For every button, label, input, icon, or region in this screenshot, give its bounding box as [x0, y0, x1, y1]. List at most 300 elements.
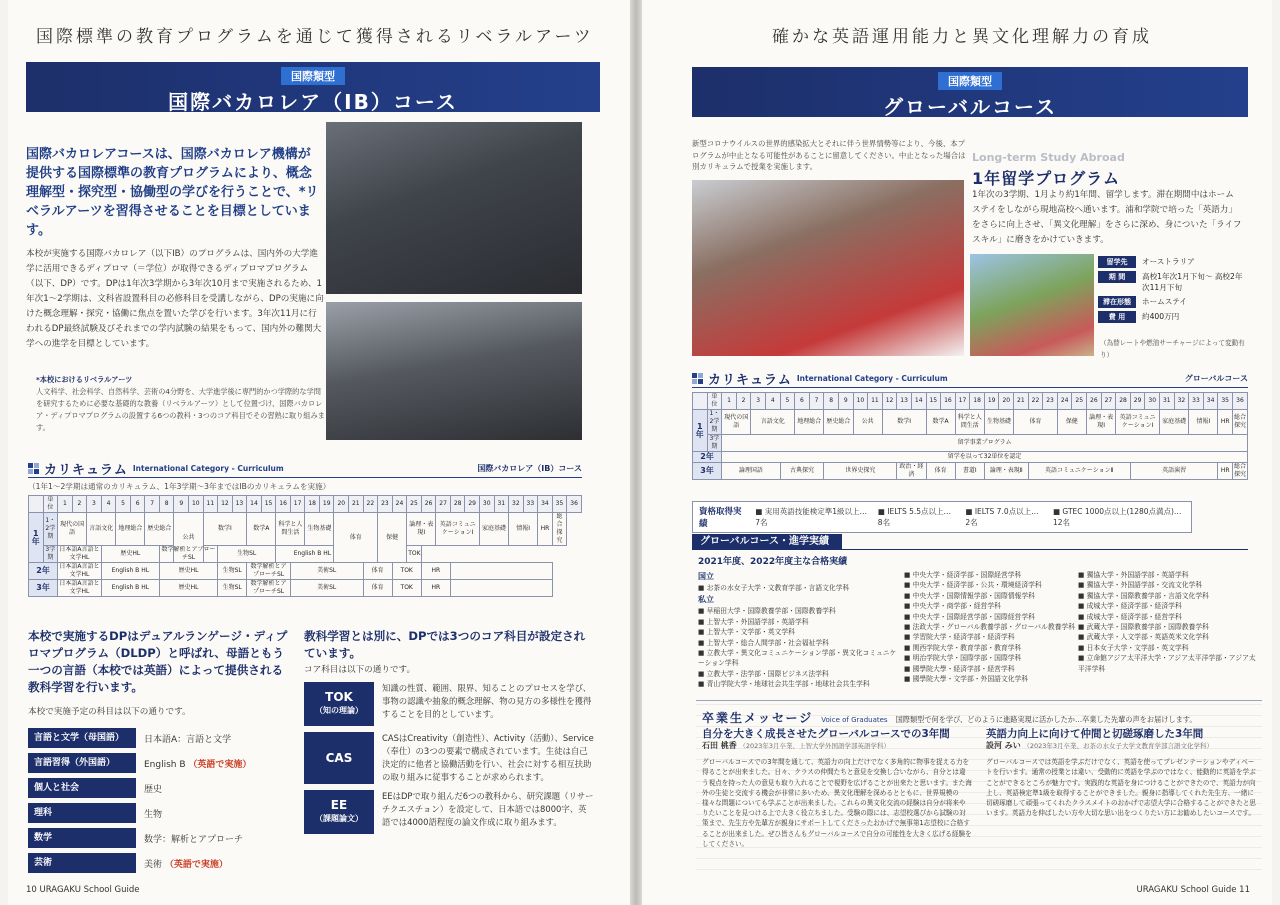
grad1-name: 石田 桃香: [702, 741, 737, 750]
curriculum-cell: 家庭基礎: [1160, 410, 1189, 435]
subject-value: 生物: [144, 809, 163, 820]
curriculum-cell: 1年: [29, 513, 44, 563]
curriculum-cell: 31: [494, 496, 509, 513]
core-sub: コア科目は以下の通りです。: [304, 665, 416, 675]
results-heading: 国立: [698, 572, 714, 581]
curriculum-cell: 生物SL: [218, 563, 247, 580]
curriculum-cell: 16: [276, 496, 291, 513]
curriculum-cell: TOK: [392, 580, 421, 597]
info-key: 費 用: [1098, 311, 1136, 323]
curriculum-cell: 現代の国語: [722, 410, 751, 435]
right-page: [642, 0, 1272, 905]
subject-value: English B （英語で実施）: [144, 759, 252, 770]
curriculum-cell: 30: [479, 496, 494, 513]
curriculum-cell: 生物SL: [218, 546, 276, 563]
curriculum-cell: 2年: [29, 563, 58, 580]
global-class-photo: [692, 180, 964, 356]
curriculum-row: [29, 496, 582, 513]
curriculum-cell: 言語文化: [751, 410, 795, 435]
curriculum-cell: 情報Ⅰ: [509, 513, 538, 546]
curriculum-cell: 3: [751, 393, 766, 410]
curriculum-cell: 歴史総合: [824, 410, 853, 435]
curriculum-cell: 体育: [334, 513, 378, 563]
curriculum-row: [693, 435, 1248, 452]
curriculum-cell: 19: [984, 393, 999, 410]
curriculum-cell: HR: [1218, 410, 1233, 435]
results-item: ■ 中央大学・経済学部・国際経営学科: [904, 571, 1022, 579]
curriculum-cell: 33: [1189, 393, 1204, 410]
curriculum-cell: 21: [349, 496, 364, 513]
results-item: ■ 関西学院大学・教育学部・教育学科: [904, 643, 1022, 652]
subject-row: [28, 828, 288, 848]
curriculum-cell: 数学A: [926, 410, 955, 435]
curriculum-cell: 数学解析とアプローチSL: [247, 580, 291, 597]
curriculum-cell: 英語コミュニケーションⅡ: [1028, 463, 1130, 480]
results-item: ■ 立教大学・法学部・国際ビジネス法学科: [698, 669, 829, 678]
curriculum-cell: 22: [363, 496, 378, 513]
curriculum-cell: 情報Ⅰ: [1189, 410, 1218, 435]
curriculum-row: [29, 546, 582, 563]
curriculum-cell: 7: [809, 393, 824, 410]
dp-subject-list: [28, 728, 288, 878]
results-item: ■ 獨協大学・国際教養学部・言語文化学科: [1078, 591, 1209, 600]
curriculum-cell: [450, 580, 552, 597]
curriculum-cell: 英語演習: [1130, 463, 1218, 480]
results-year: 2021年度、2022年度主な合格実績: [698, 557, 848, 567]
grad2-name: 設河 みい: [986, 741, 1021, 750]
info-row: [1098, 256, 1248, 268]
curriculum-cell: 20: [999, 393, 1014, 410]
curriculum-cell: 24: [1057, 393, 1072, 410]
core-desc: CASはCreativity（創造性）、Activity（活動）、Service（奉仕）の3つの要素で構成されています。生徒は自己決定的に他者と協働活動を行い、社会に対する相互扶助の取り組みに従事することが求められます。: [382, 733, 594, 782]
core-desc: 知識の性質、範囲、限界、知ることのプロセスを学び、事物の認識や抽象的概念理解、物の見方の多様性を獲得することを目的としています。: [382, 683, 592, 719]
grad1-info: （2023年3月卒業、上智大学外国語学部英語学科）: [739, 742, 891, 750]
curriculum-cell: 29: [465, 496, 480, 513]
info-row: [1098, 271, 1248, 293]
curriculum-cell: 現代の国語: [58, 513, 87, 546]
results-item: ■ 國學院大學・経済学部・経営学科: [904, 664, 1015, 673]
curriculum-cell: 17: [290, 496, 305, 513]
results-item: ■ 上智大学・外国語学部・英語学科: [698, 617, 809, 626]
curriculum-row: [693, 410, 1248, 435]
curriculum-cell: 論理国語: [722, 463, 780, 480]
curriculum-cell: 4: [101, 496, 116, 513]
curriculum-cell: 3学期: [43, 546, 58, 563]
subject-note: （英語で実施）: [188, 759, 252, 770]
curriculum-cell: 生物SL: [218, 580, 247, 597]
curriculum-cell: 単位: [43, 496, 58, 513]
curriculum-cell: 数学A: [247, 513, 276, 546]
curriculum-cell: 地理総合: [116, 513, 145, 546]
curriculum-cell: 1・2学期: [707, 410, 722, 435]
grad2-title: 英語力向上に向けて仲間と切磋琢磨した3年間: [986, 728, 1204, 740]
subject-row: [28, 753, 288, 773]
grad1-title: 自分を大きく成長させたグローバルコースでの3年間: [702, 728, 950, 740]
curriculum-cell: 19: [319, 496, 334, 513]
curriculum-cell: 言語文化: [87, 513, 116, 546]
info-row: [1098, 311, 1248, 323]
core-key-sub: （課題論文）: [315, 814, 363, 823]
curriculum-row: [29, 580, 582, 597]
curriculum-cell: 3: [87, 496, 102, 513]
results-item: ■ 武蔵大学・人文学部・英語英米文化学科: [1078, 633, 1209, 642]
grad2-info: （2023年3月卒業、お茶の水女子大学文教育学部言語文化学科）: [1023, 742, 1214, 750]
subject-row: [28, 853, 288, 873]
curriculum-cell: 2年: [693, 452, 722, 463]
results-item: ■ 成城大学・経済学部・経済学科: [1078, 602, 1182, 611]
curriculum-cell: 26: [421, 496, 436, 513]
results-bar: グローバルコース・進学実績: [692, 534, 842, 550]
curriculum-cell: 体育: [926, 463, 955, 480]
curriculum-cell: [450, 563, 552, 580]
curriculum-cell: 歴史HL: [101, 546, 159, 563]
curriculum-cell: HR: [421, 563, 450, 580]
results-item: ■ 成城大学・経済学部・経営学科: [1078, 612, 1182, 621]
curriculum-cell: 美術SL: [290, 563, 363, 580]
core-key-name: EE: [330, 798, 348, 812]
curriculum-cell: HR: [538, 513, 553, 546]
subject-row: [28, 778, 288, 798]
curriculum-title: カリキュラム: [44, 463, 128, 478]
results-item: ■ 上智大学・総合人間学部・社会福祉学科: [698, 638, 829, 647]
curriculum-cell: 英語コミュニケーションⅠ: [1116, 410, 1160, 435]
curriculum-cell: 16: [941, 393, 956, 410]
subject-value: 美術 （英語で実施）: [144, 859, 228, 870]
curriculum-cell: HR: [1218, 463, 1233, 480]
subject-key: 芸術: [28, 853, 136, 873]
left-footer: 10 URAGAKU School Guide: [26, 885, 140, 895]
curriculum-cell: 9: [838, 393, 853, 410]
curriculum-en: International Category - Curriculum: [132, 464, 284, 473]
curriculum-cell: 世界史探究: [824, 463, 897, 480]
subject-value: 日本語A：言語と文学: [144, 734, 232, 745]
curriculum-cell: 科学と人間生活: [276, 513, 305, 546]
curriculum-cell: 22: [1028, 393, 1043, 410]
curriculum-cell: 1・2学期: [43, 513, 58, 546]
curriculum-cell: HR: [421, 580, 450, 597]
graduate-message-1: [702, 727, 972, 849]
curriculum-cell: 日本語A言語と文学HL: [59, 563, 100, 578]
page-gutter: [630, 0, 642, 905]
curriculum-cell: 英語コミュニケーションⅠ: [436, 513, 480, 546]
abroad-title: 1年留学プログラム: [972, 169, 1120, 188]
abroad-info-note: （為替レートや燃油サーチャージによって変動有り）: [1100, 339, 1245, 359]
results-item: ■ 中央大学・国際情報学部・国際情報学科: [904, 591, 1035, 600]
ib-body-text: 本校が実施する国際バカロレア（以下IB）のプログラムは、国内外の大学進学に活用できるディプロマ（＝学位）が取得できるディプロマプログラム（以下、DP）です。DPは1年次3学期から3年次10月まで実施されるため、1年次1～2学期は、文科省設置科目の必修科目を受講しながら、DPの実施に向けた概念理解・探究・協働に焦点を置いた学びを行います。3年次11月に行われるDP最終試験及びそれまでの学内試験の結果をもって、国内外の難関大学への進学を目標としています。: [26, 249, 324, 349]
curriculum-cell: 保健: [1057, 410, 1086, 435]
results-item: ■ お茶の水女子大学・文教育学部・言語文化学科: [698, 584, 850, 592]
dp-heading: 本校で実施するDPはデュアルランゲージ・ディプロマプログラム（DLDP）と呼ばれ、母語ともう一つの言語（本校では英語）によって提供される教科学習を行います。: [28, 629, 288, 694]
results-item: ■ 日本女子大学・文学部・英文学科: [1078, 643, 1189, 652]
results-item: ■ 中央大学・商学部・経営学科: [904, 602, 1001, 611]
curriculum-cell: 保健: [378, 513, 407, 563]
results-item: ■ 上智大学・文学部・英文学科: [698, 628, 795, 637]
info-value: オーストラリア: [1142, 257, 1195, 266]
curriculum-cell: 留学事業プログラム: [722, 435, 1248, 452]
results-item: ■ 青山学院大学・地球社会共生学部・地球社会共生学科: [698, 680, 870, 689]
results-item: ■ 明治学院大学・国際学部・国際学科: [904, 654, 1022, 663]
curriculum-cell: English B HL: [101, 580, 159, 597]
graduate-message-2: [986, 727, 1256, 818]
results-heading: 私立: [698, 595, 714, 605]
curriculum-cell: 23: [1043, 393, 1058, 410]
curriculum-cell: 数学解析とアプローチSL: [247, 563, 291, 580]
abroad-body: 1年次の3学期、1月より約1年間、留学します。滞在期間中はホームステイをしながら現地高校へ通います。浦和学院で培った「英語力」をさらに向上させ、「異文化理解」をさらに深め、身についた「ライフスキル」に磨きをかけていきます。: [972, 190, 1242, 245]
curriculum-cell: 論理・表現Ⅱ: [984, 463, 1028, 480]
qual-item: ■ IELTS 5.5点以上…8名: [877, 507, 952, 527]
curriculum-cell: 31: [1160, 393, 1175, 410]
info-key: 期 間: [1098, 271, 1136, 283]
results-item: ■ 武蔵大学・国際教養学部・国際教養学科: [1078, 623, 1209, 632]
curriculum-cell: 10: [853, 393, 868, 410]
subject-value: 数学：解析とアプローチ: [144, 834, 244, 845]
curriculum-row: [29, 513, 582, 546]
curriculum-cell: 18: [305, 496, 320, 513]
curriculum-cell: 総合探究: [1232, 410, 1247, 435]
grad-header: [702, 709, 1262, 726]
curriculum-cell: 5: [116, 496, 131, 513]
left-page: [8, 0, 630, 905]
curriculum-cell: 総合探究: [1233, 463, 1246, 478]
curriculum-row: [29, 563, 582, 580]
core-row: [304, 790, 594, 834]
results-item: ■ 早稲田大学・国際教養学部・国際教養学科: [698, 607, 836, 616]
curriculum-course: 国際バカロレア（IB）コース: [477, 464, 582, 473]
curriculum-cell: 28: [1116, 393, 1131, 410]
curriculum-cell: 9: [174, 496, 189, 513]
core-key-name: TOK: [325, 690, 353, 704]
core-desc: EEはDPで取り組んだ6つの教科から、研究課題（リサーチクエスチョン）を設定して、日本語では8000字、英語では4000語程度の論文作成に取り組みます。: [382, 791, 594, 827]
covid-note: 新型コロナウイルスの世界的感染拡大とそれに伴う世界情勢等により、今後、本プログラムが中止となる可能性があることに留意してください。中止となった場合は別カリキュラムで授業を実施します。: [692, 139, 966, 171]
dp-sub: 本校で実施予定の科目は以下の通りです。: [28, 707, 191, 717]
results-item: ■ 獨協大学・外国語学部・交流文化学科: [1078, 581, 1203, 590]
results-col-3: [1078, 570, 1258, 674]
graduate-messages: [696, 700, 1262, 880]
curriculum-cell: English B HL: [276, 546, 349, 563]
qual-label: 資格取得実績: [699, 507, 742, 529]
grad-title: 卒業生メッセージ: [702, 711, 814, 725]
info-value: ホームステイ: [1142, 297, 1187, 306]
curriculum-cell: 歴史HL: [159, 563, 217, 580]
curriculum-cell: 25: [1072, 393, 1087, 410]
subject-key: 理科: [28, 803, 136, 823]
curriculum-cell: 生物基礎: [305, 513, 334, 546]
curriculum-cell: 3年: [693, 463, 722, 480]
abroad-photo: [970, 254, 1094, 356]
core-subject-list: [304, 682, 594, 840]
curriculum-cell: 5: [780, 393, 795, 410]
qualification-results: [692, 501, 1192, 533]
core-key-name: CAS: [325, 751, 353, 765]
curriculum-cell: 27: [1101, 393, 1116, 410]
curriculum-cell: 7: [145, 496, 160, 513]
results-item: ■ 法政大学・グローバル教養学部・グローバル教養学科: [904, 623, 1076, 632]
curriculum-cell: 17: [955, 393, 970, 410]
subject-row: [28, 728, 288, 748]
curriculum-cell: 歴史総合: [145, 513, 174, 546]
curriculum-cell: 28: [450, 496, 465, 513]
curriculum-cell: 留学を以って32単位を認定: [722, 452, 1248, 463]
curriculum-cell: 21: [1014, 393, 1029, 410]
ib-curriculum-header: [28, 460, 582, 478]
category-badge-2: 国際類型: [938, 72, 1002, 90]
grad2-text: グローバルコースでは英語を学ぶだけでなく、英語を使ってプレゼンテーションやディベートを行います。通常の授業とは違い、受動的に英語を学ぶのではなく、能動的に英語を学ぶことができるところが魅力です。実践的な英語を身につけることができたので、英語力が向上し、英語検定準1級を取得することができました。親身に指導してくれた先生方、一緒に切磋琢磨して頑張ってくれたクラスメイトのおかげで志望大学に合格することができたと思います。英語力を伸ばしたい方や大切な思い出をつくりたい方にお勧めしたいコースです。: [986, 758, 1257, 818]
curriculum-cell: 地理総合: [795, 410, 824, 435]
curriculum-cell: 数学Ⅰ: [203, 513, 247, 546]
curriculum-cell: 12: [882, 393, 897, 410]
curriculum-cell: 8: [824, 393, 839, 410]
info-row: [1098, 296, 1248, 308]
info-value: 高校1年次1月下旬～ 高校2年次11月下旬: [1142, 272, 1243, 292]
curriculum-cell: 体育: [363, 580, 392, 597]
core-row: [304, 682, 594, 726]
curriculum-cell: 政治・経済: [897, 463, 926, 480]
curriculum-cell: TOK: [407, 546, 422, 563]
qual-item: ■ IELTS 7.0点以上…2名: [965, 507, 1039, 527]
subject-key: 言語と文学（母国語）: [28, 728, 136, 748]
curriculum-cell: 日本語A言語と文学HL: [59, 580, 100, 595]
curriculum-cell: 13: [897, 393, 912, 410]
curriculum-cell: 6: [795, 393, 810, 410]
curriculum-cell: 4: [765, 393, 780, 410]
curriculum-cell: 8: [159, 496, 174, 513]
curriculum-cell: 3学期: [707, 435, 722, 452]
curriculum-cell: 2: [72, 496, 87, 513]
curriculum-cell: 数学解析とアプローチSL: [159, 546, 217, 563]
classroom-photo-1: [326, 122, 582, 294]
grad1-text: グローバルコースでの3年間を通して、英語力の向上だけでなく多角的に物事を捉える力を得ることが出来ました。日々、クラスの仲間たちと意見を交換し合いながら、自分とは違う視点を持った人の意見も取り入れることで視野を広げることが出来たと思います。また海外の生徒と交流する機会が非常に多いため、異文化理解を深めるとともに、世界規模の様々な問題についても学ぶことが出来ました。これらの異文化交流の経験は自分が将来やりたいことを見つける上で大きく役立ちました。受験の際には、志望校選びから試験の対策まで、先生方や先輩方が親身にサポートしてくださったおかげで無事第1志望校に合格することが出来ました。ぜひ皆さんもグローバルコースで自分の可能性を大きく広げる経験をしてください。: [702, 758, 972, 848]
core-key: [304, 682, 374, 726]
curriculum-cell: 14: [911, 393, 926, 410]
curriculum-cell: 家庭基礎: [479, 513, 508, 546]
core-key: [304, 732, 374, 784]
curriculum-cell: 書道Ⅰ: [955, 463, 984, 480]
curriculum-cell: 32: [1174, 393, 1189, 410]
curriculum-cell: 34: [1203, 393, 1218, 410]
subject-key: 数学: [28, 828, 136, 848]
results-item: ■ 学習院大学・経済学部・経済学科: [904, 633, 1015, 642]
curriculum-cell: 10: [189, 496, 204, 513]
results-col-1: [698, 570, 898, 690]
grid-icon: [28, 463, 39, 474]
curriculum-cell: 14: [247, 496, 262, 513]
qual-item: ■ 実用英語技能検定準1級以上…7名: [755, 507, 868, 527]
curriculum-cell: TOK: [392, 563, 421, 580]
core-key: [304, 790, 374, 834]
curriculum-cell: 1: [722, 393, 737, 410]
grad1-name-row: [702, 741, 972, 751]
right-top-title: 確かな英語運用能力と異文化理解力の育成: [772, 27, 1152, 47]
curriculum-cell: 単位: [707, 393, 722, 410]
curriculum-cell: 論理・表現Ⅰ: [1087, 410, 1116, 435]
info-key: 滞在形態: [1098, 296, 1136, 308]
classroom-photo-2: [326, 302, 582, 440]
curriculum-cell: 生物基礎: [984, 410, 1013, 435]
subject-note: （英語で実施）: [164, 859, 228, 870]
curriculum-cell: 古典探究: [780, 463, 824, 480]
note-title: *本校におけるリベラルアーツ: [36, 375, 133, 384]
results-item: ■ 立命館アジア太平洋大学・アジア太平洋学部・アジア太平洋学科: [1078, 654, 1256, 673]
curriculum-cell: 35: [1218, 393, 1233, 410]
curriculum-cell: 29: [1130, 393, 1145, 410]
info-key: 留学先: [1098, 256, 1136, 268]
curriculum-cell: 体育: [1014, 410, 1058, 435]
grid-icon-2: [692, 373, 703, 384]
ib-course-banner: [26, 62, 600, 112]
results-item: ■ 國學院大學・文学部・外国語文化学科: [904, 675, 1029, 684]
liberal-arts-note: 人文科学、社会科学、自然科学、芸術の4分野を、大学進学後に専門的かつ学際的な学問を研究するために必要な基礎的な教養（リベラルアーツ）として位置づけ、国際バカロレア・ディプロマプログラムの設置する6つの教科・3つのコア科目でその習熟に取り組みます。: [36, 387, 325, 432]
curriculum-title-2: カリキュラム: [708, 373, 792, 388]
curriculum-cell: 論理・表現Ⅰ: [407, 513, 436, 546]
curriculum-cell: 18: [970, 393, 985, 410]
curriculum-row: [693, 393, 1248, 410]
ib-curriculum-table: [28, 495, 582, 597]
curriculum-note: （1年1～2学期は通常のカリキュラム、1年3学期～3年まではIBのカリキュラムを実施）: [28, 482, 331, 491]
curriculum-cell: 科学と人間生活: [955, 410, 984, 435]
global-course-banner: [692, 67, 1248, 117]
ib-lead-text: 国際バカロレアコースは、国際バカロレア機構が提供する国際標準の教育プログラムにより、概念理解型・探究型・協働型の学びを行うことで、*リベラルアーツを習得させることを目標としています。: [26, 147, 319, 238]
results-item: ■ 獨協大学・外国語学部・英語学科: [1078, 571, 1189, 579]
curriculum-cell: 13: [232, 496, 247, 513]
curriculum-cell: [693, 393, 708, 410]
results-item: ■ 立教大学・異文化コミュニケーション学部・異文化コミュニケーション学科: [698, 649, 897, 668]
curriculum-cell: 35: [552, 496, 567, 513]
curriculum-cell: 20: [334, 496, 349, 513]
curriculum-cell: 歴史HL: [159, 580, 217, 597]
subject-value: 歴史: [144, 784, 163, 795]
subject-key: 言語習得（外国語）: [28, 753, 136, 773]
core-key-sub: （知の理論）: [315, 706, 363, 715]
curriculum-cell: 数学Ⅰ: [882, 410, 926, 435]
curriculum-cell: 24: [392, 496, 407, 513]
curriculum-cell: 36: [1232, 393, 1247, 410]
grad-en: Voice of Graduates: [821, 716, 888, 724]
curriculum-cell: 1: [58, 496, 73, 513]
curriculum-cell: 33: [523, 496, 538, 513]
left-top-title: 国際標準の教育プログラムを通じて獲得されるリベラルアーツ: [36, 27, 594, 47]
core-heading: 教科学習とは別に、DPでは3つのコア科目が設定されています。: [304, 629, 586, 660]
results-col-2: [904, 570, 1082, 684]
curriculum-cell: 15: [926, 393, 941, 410]
curriculum-cell: 11: [868, 393, 883, 410]
subject-key: 個人と社会: [28, 778, 136, 798]
grad2-name-row: [986, 741, 1256, 751]
curriculum-cell: 15: [261, 496, 276, 513]
curriculum-cell: English B HL: [101, 563, 159, 580]
global-curriculum-table: [692, 392, 1248, 480]
core-row: [304, 732, 594, 784]
grad-desc: 国際類型で何を学び、どのように進路実現に活かしたか…卒業した先輩の声をお届けします。: [895, 715, 1197, 724]
results-item: ■ 中央大学・経済学部・公共・環境経済学科: [904, 581, 1042, 590]
curriculum-cell: 25: [407, 496, 422, 513]
curriculum-cell: 2: [736, 393, 751, 410]
curriculum-cell: 30: [1145, 393, 1160, 410]
right-footer: URAGAKU School Guide 11: [1136, 885, 1250, 895]
curriculum-cell: 公共: [853, 410, 882, 435]
results-rule: [842, 549, 1248, 550]
curriculum-row: [693, 463, 1248, 480]
curriculum-cell: 26: [1087, 393, 1102, 410]
curriculum-cell: 体育: [363, 563, 392, 580]
curriculum-cell: 3年: [29, 580, 58, 597]
course-name-2: グローバルコース: [883, 95, 1057, 119]
category-badge: 国際類型: [281, 67, 345, 85]
curriculum-en-2: International Category - Curriculum: [796, 374, 948, 383]
curriculum-cell: 23: [378, 496, 393, 513]
subject-row: [28, 803, 288, 823]
curriculum-cell: 1年: [693, 410, 708, 452]
curriculum-course-2: グローバルコース: [1184, 374, 1248, 383]
